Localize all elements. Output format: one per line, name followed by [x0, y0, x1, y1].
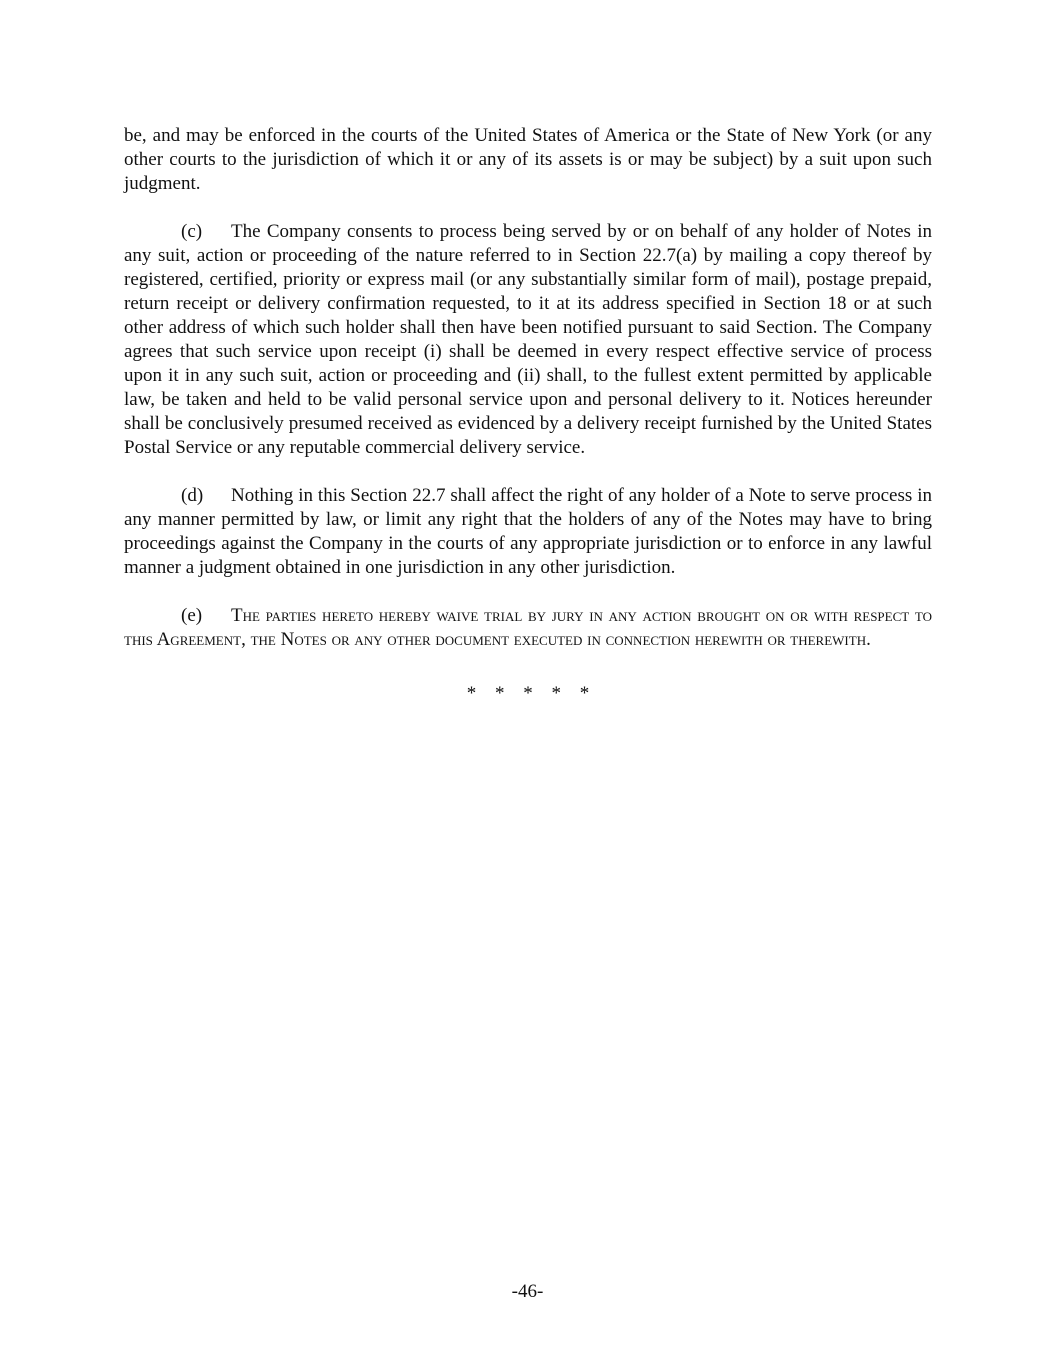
section-separator: * * * * * [466, 683, 590, 704]
paragraph-e [124, 604, 932, 652]
paragraph-d [124, 484, 932, 580]
paragraph-text: Nothing in this Section 22.7 shall affect the right of any holder of a Note to serve process in any manner permitted by law, or limit any right that the holders of any of the Notes may have to bring proceedings against the Company in the courts of any appropriate jurisdiction or to enforce in any lawful manner a judgment obtained in one jurisdiction in any other jurisdiction. [124, 485, 932, 578]
page-number: -46- [511, 1281, 544, 1302]
document-body [124, 124, 932, 706]
paragraph-continuation [124, 124, 932, 196]
paragraph-text: be, and may be enforced in the courts of the United States of America or the State of New York (or any other courts to the jurisdiction of which it or any of its assets is or may be subject) by a suit upon such judgment. [124, 125, 932, 194]
paragraph-marker: (d) [181, 485, 204, 506]
paragraph-text: The Company consents to process being served by or on behalf of any holder of Notes in any suit, action or proceeding of the nature referred to in Section 22.7(a) by mailing a copy thereof by registered, certified, priority or express mail (or any substantially similar form of mail), postage prepaid, return receipt or delivery confirmation requested, to it at its address specified in Section 18 or at such other address of which such holder shall then have been notified pursuant to said Section. The Company agrees that such service upon receipt (i) shall be deemed in every respect effective service of process upon it in any such suit, action or proceeding and (ii) shall, to the fullest extent permitted by applicable law, be taken and held to be valid personal service upon and personal delivery to it. Notices hereunder shall be conclusively presumed received as evidenced by a delivery receipt furnished by the United States Postal Service or any reputable commercial delivery service. [124, 221, 932, 458]
paragraph-c [124, 220, 932, 460]
paragraph-text: The parties hereto hereby waive trial by jury in any action brought on or with respect to this Agreement, the Notes or any other document executed in connection herewith or therewith. [124, 605, 932, 650]
paragraph-marker: (c) [181, 221, 203, 242]
paragraph-marker: (e) [181, 605, 203, 626]
